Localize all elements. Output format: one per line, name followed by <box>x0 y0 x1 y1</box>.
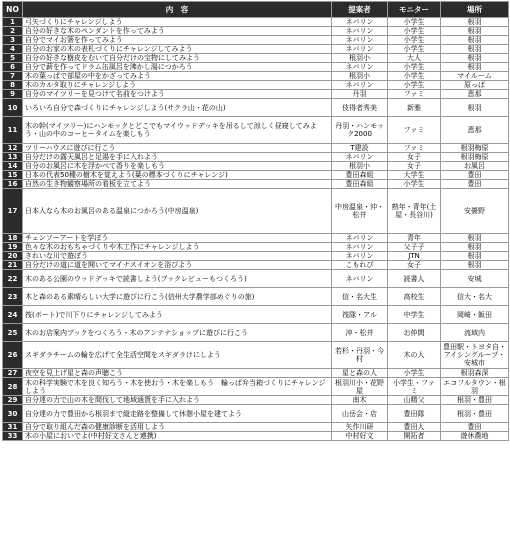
row-content: 自分だけの露天風呂と足湯を手に入れよう <box>23 153 332 162</box>
header-row <box>3 2 509 18</box>
table-row <box>3 252 509 261</box>
row-content: 木のお店案内ブックをつくろう・木のアンテナショップに遊びに行こう <box>23 324 332 342</box>
table-row <box>3 288 509 306</box>
row-monitor: 小学生 <box>388 81 441 90</box>
row-monitor: 開拓者 <box>388 432 441 441</box>
row-monitor: 小学生 <box>388 63 441 72</box>
row-monitor: 高校生 <box>388 288 441 306</box>
row-content: 自然の生き物観察場所の看板を立てよう <box>23 180 332 189</box>
row-content: 木の科学実験で木を良く知ろう・木を使おう・木を楽しもう 輪っぱ弁当箱づくりにチャレンジしよう <box>23 378 332 396</box>
row-number: 28 <box>3 378 23 396</box>
table-row <box>3 144 509 153</box>
table-row <box>3 405 509 423</box>
row-proposer: ネバリン <box>332 234 388 243</box>
row-monitor: 豊田隊 <box>388 405 441 423</box>
proposal-table <box>2 1 509 441</box>
row-place: 根羽 <box>441 243 509 252</box>
row-number: 31 <box>3 423 23 432</box>
row-proposer: 中村好文 <box>332 432 388 441</box>
row-place: マイルーム <box>441 72 509 81</box>
row-proposer: 根羽川小・花野屋 <box>332 378 388 396</box>
table-row <box>3 54 509 63</box>
row-place: 豊田駅・トヨタ自・アイシングループ・安城市 <box>441 342 509 369</box>
row-monitor: 山精父 <box>388 396 441 405</box>
row-proposer: 伎得者秀美 <box>332 99 388 117</box>
header-proposer: 提案者 <box>332 2 388 18</box>
row-monitor: ファミ <box>388 90 441 99</box>
row-content: 木の幹(マイツリー)にハンモックとどこでもマイウッドデッキを吊るして涼しく昼寝してみよう・山の中のコーヒータイムを楽しもう <box>23 117 332 144</box>
table-row <box>3 342 509 369</box>
row-number: 11 <box>3 117 23 144</box>
row-content: 自分のマイツリーを見つけて名前をつけよう <box>23 90 332 99</box>
row-number: 15 <box>3 171 23 180</box>
table-row <box>3 396 509 405</box>
table-row <box>3 90 509 99</box>
row-number: 33 <box>3 432 23 441</box>
row-number: 5 <box>3 54 23 63</box>
row-number: 7 <box>3 72 23 81</box>
row-proposer: 丹羽・ハンモック2000 <box>332 117 388 144</box>
row-number: 13 <box>3 153 23 162</box>
table-row <box>3 171 509 180</box>
row-content: 自分のお風呂に木を浮かべて香りを楽しもう <box>23 162 332 171</box>
row-proposer: 筏隊・アル <box>332 306 388 324</box>
row-number: 17 <box>3 189 23 234</box>
table-row <box>3 243 509 252</box>
row-monitor: 女子 <box>388 261 441 270</box>
row-monitor: お仲間 <box>388 324 441 342</box>
table-row <box>3 270 509 288</box>
row-content: 自分でマイお箸を作ってみよう <box>23 36 332 45</box>
row-place: 根羽 <box>441 45 509 54</box>
row-place: 流域内 <box>441 324 509 342</box>
row-place: 根羽 <box>441 252 509 261</box>
row-place: 根羽 <box>441 63 509 72</box>
row-number: 18 <box>3 234 23 243</box>
table-row <box>3 378 509 396</box>
row-number: 23 <box>3 288 23 306</box>
row-proposer: T建設 <box>332 144 388 153</box>
row-proposer: 根羽小 <box>332 162 388 171</box>
row-monitor: 豊田人 <box>388 423 441 432</box>
row-monitor: 父子子 <box>388 243 441 252</box>
row-content: チェンソーアートを学ぼう <box>23 234 332 243</box>
row-place: 根羽 <box>441 18 509 27</box>
row-monitor: 熟年・青年(土屋・長谷川) <box>388 189 441 234</box>
row-place: 根羽・豊田 <box>441 405 509 423</box>
row-place: 原っぱ <box>441 81 509 90</box>
row-monitor: 女子 <box>388 162 441 171</box>
row-monitor: 小学生 <box>388 36 441 45</box>
table-body <box>3 18 509 441</box>
row-number: 25 <box>3 324 23 342</box>
header-content: 内 容 <box>23 2 332 18</box>
row-proposer: 豊田森組 <box>332 171 388 180</box>
row-content: 木の葉っぱで部屋の中をかざってみよう <box>23 72 332 81</box>
header-no: NO <box>3 2 23 18</box>
row-proposer: 丹羽 <box>332 90 388 99</box>
row-content: 日本の代表50種の樹木を覚えよう(葉の標本づくりにチャレンジ) <box>23 171 332 180</box>
row-content: 自分だけの道に道を開いてマイナスイオンを浴びよう <box>23 261 332 270</box>
row-place: 岡崎・飯田 <box>441 306 509 324</box>
row-content: 自分の好きな木のペンダントを作ってみよう <box>23 27 332 36</box>
row-content: 自分で取り組んだ森の健康診断を活用しよう <box>23 423 332 432</box>
row-number: 16 <box>3 180 23 189</box>
header-place: 場所 <box>441 2 509 18</box>
row-place: 根羽森深 <box>441 369 509 378</box>
row-content: いろいろ自分で森づくりにチャレンジしよう(サクラ山・花の山) <box>23 99 332 117</box>
row-proposer: ネバリン <box>332 36 388 45</box>
table-row <box>3 324 509 342</box>
table-row <box>3 99 509 117</box>
row-content: 木のある公園のウッドデッキで読書しよう(ブックレビューもつくろう) <box>23 270 332 288</box>
row-place: 根羽 <box>441 234 509 243</box>
row-place: 豊田 <box>441 180 509 189</box>
table-row <box>3 432 509 441</box>
row-number: 9 <box>3 90 23 99</box>
row-place: お風呂 <box>441 162 509 171</box>
row-monitor: 読書人 <box>388 270 441 288</box>
row-monitor: 大学生 <box>388 171 441 180</box>
row-place: 根羽 <box>441 54 509 63</box>
row-proposer: 中房温泉・沖・松井 <box>332 189 388 234</box>
row-place: エコフルタウン・根羽 <box>441 378 509 396</box>
row-content: 日本人なら木のお風呂のある温泉につかろう(中房温泉) <box>23 189 332 234</box>
row-place: 恵那 <box>441 90 509 99</box>
row-place: 遊休農地 <box>441 432 509 441</box>
row-proposer: ネバリン <box>332 153 388 162</box>
header-monitor: モニター <box>388 2 441 18</box>
row-proposer: こもれび <box>332 261 388 270</box>
row-monitor: ファミ <box>388 144 441 153</box>
row-content: ツリーハウスに遊びに行こう <box>23 144 332 153</box>
row-content: 筏(ボート)で川下りにチャレンジしてみよう <box>23 306 332 324</box>
row-content: 自分達の力で山の木を間伐して地域通貨を手に入れよう <box>23 396 332 405</box>
row-place: 信大・名大 <box>441 288 509 306</box>
row-number: 2 <box>3 27 23 36</box>
row-number: 29 <box>3 396 23 405</box>
row-monitor: 小学生 <box>388 27 441 36</box>
table-row <box>3 234 509 243</box>
row-proposer: 矢作川研 <box>332 423 388 432</box>
row-proposer: ネバリン <box>332 27 388 36</box>
table-row <box>3 27 509 36</box>
table-row <box>3 72 509 81</box>
row-proposer: 豊田森組 <box>332 180 388 189</box>
row-content: 弓矢づくりにチャレンジしよう <box>23 18 332 27</box>
row-number: 26 <box>3 342 23 369</box>
row-number: 4 <box>3 45 23 54</box>
table-row <box>3 162 509 171</box>
row-number: 6 <box>3 63 23 72</box>
row-monitor: 新雅 <box>388 99 441 117</box>
row-proposer: 山岳会・店 <box>332 405 388 423</box>
row-proposer: ネバリン <box>332 270 388 288</box>
row-proposer: 信・名大生 <box>332 288 388 306</box>
row-content: 色々な木のおもちゃづくりや木工作にチャレンジしよう <box>23 243 332 252</box>
row-place: 根羽 <box>441 261 509 270</box>
row-number: 21 <box>3 261 23 270</box>
row-monitor: 女子 <box>388 153 441 162</box>
row-number: 14 <box>3 162 23 171</box>
row-proposer: 星と森の人 <box>332 369 388 378</box>
row-monitor: 小学生 <box>388 369 441 378</box>
row-proposer: ネバリン <box>332 252 388 261</box>
row-content: 木と森のある素晴らしい大学に遊びに行こう(信州大学農学部めぐりの旅) <box>23 288 332 306</box>
row-content: 木の小屋においでよ(中村好文さんと連携) <box>23 432 332 441</box>
row-place: 根羽梅原 <box>441 153 509 162</box>
table-row <box>3 18 509 27</box>
row-monitor: 大人 <box>388 54 441 63</box>
row-number: 19 <box>3 243 23 252</box>
row-place: 根羽 <box>441 36 509 45</box>
table-row <box>3 45 509 54</box>
row-content: きれいな川で遊ぼう <box>23 252 332 261</box>
row-monitor: 小学生 <box>388 18 441 27</box>
row-monitor: 青年 <box>388 234 441 243</box>
row-monitor: 小学生 <box>388 45 441 54</box>
table-row <box>3 81 509 90</box>
row-proposer: 根羽小 <box>332 72 388 81</box>
row-monitor: 中学生 <box>388 306 441 324</box>
row-proposer: ネバリン <box>332 63 388 72</box>
row-place: 安曇野 <box>441 189 509 234</box>
table-row <box>3 36 509 45</box>
row-monitor: ファミ <box>388 117 441 144</box>
row-number: 27 <box>3 369 23 378</box>
row-proposer: 根羽小 <box>332 54 388 63</box>
row-number: 3 <box>3 36 23 45</box>
row-place: 豊田 <box>441 423 509 432</box>
table-row <box>3 423 509 432</box>
row-proposer: ネバリン <box>332 243 388 252</box>
row-place: 安城 <box>441 270 509 288</box>
table-row <box>3 261 509 270</box>
row-proposer: ネバリン <box>332 81 388 90</box>
row-proposer: ネバリン <box>332 18 388 27</box>
row-monitor: 小学生 <box>388 180 441 189</box>
table-row <box>3 63 509 72</box>
row-number: 12 <box>3 144 23 153</box>
row-number: 10 <box>3 99 23 117</box>
row-number: 20 <box>3 252 23 261</box>
row-number: 8 <box>3 81 23 90</box>
table-row <box>3 306 509 324</box>
row-number: 24 <box>3 306 23 324</box>
row-proposer: 若杉・丹羽・今村 <box>332 342 388 369</box>
row-place: 根羽・豊田 <box>441 396 509 405</box>
row-number: 1 <box>3 18 23 27</box>
row-content: スギダラチームの輪を広げて全生活空間をスギダラけにしよう <box>23 342 332 369</box>
row-proposer: 沖・松井 <box>332 324 388 342</box>
table-row <box>3 180 509 189</box>
table-row <box>3 189 509 234</box>
row-number: 30 <box>3 405 23 423</box>
table-row <box>3 117 509 144</box>
table-row <box>3 369 509 378</box>
row-place: 恵那 <box>441 117 509 144</box>
row-content: 木のカルタ取りにチャレンジしよう <box>23 81 332 90</box>
row-monitor: 木の人 <box>388 342 441 369</box>
row-content: 自分で薪を作ってドラム缶風呂を沸かし湯につかろう <box>23 63 332 72</box>
row-content: 夜空を見上げ星と森の声聴こう <box>23 369 332 378</box>
row-monitor: JTN <box>388 252 441 261</box>
row-proposer: 南木 <box>332 396 388 405</box>
row-place: 豊田 <box>441 171 509 180</box>
row-place: 根羽 <box>441 27 509 36</box>
row-content: 自分の好きな樹皮をむいて自分だけの宝物にしてみよう <box>23 54 332 63</box>
row-place: 根羽梅原 <box>441 144 509 153</box>
row-content: 自分のお家の木の表札づくりにチャレンジしてみよう <box>23 45 332 54</box>
row-proposer: ネバリン <box>332 45 388 54</box>
row-monitor: 小学生 <box>388 72 441 81</box>
row-monitor: 小学生・ファミ <box>388 378 441 396</box>
row-place: 根羽 <box>441 99 509 117</box>
row-number: 22 <box>3 270 23 288</box>
row-content: 自分達の力で豊田から根羽まで縦走路を整備して休憩小屋を建てよう <box>23 405 332 423</box>
table-row <box>3 153 509 162</box>
